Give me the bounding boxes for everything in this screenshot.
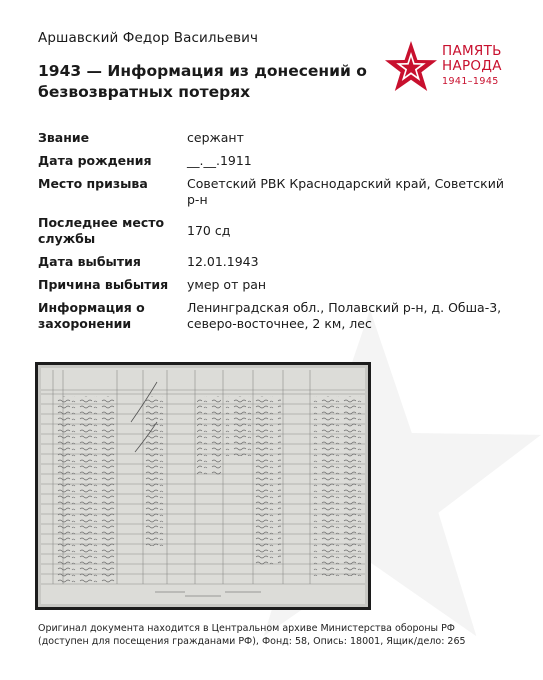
logo-line-2: НАРОДА: [442, 58, 502, 74]
field-drop-reason: [38, 277, 518, 293]
field-value: Советский РВК Краснодарский край, Советский р-н: [187, 176, 504, 207]
field-burial-info: [38, 300, 518, 332]
field-value: 12.01.1943: [187, 254, 259, 269]
field-label: Последнее место службы: [38, 215, 165, 246]
logo-line-1: ПАМЯТЬ: [442, 43, 502, 59]
info-fields: [38, 130, 518, 339]
field-value: Ленинградская обл., Полавский р-н, д. Обша-3, северо-восточнее, 2 км, лес: [187, 300, 502, 331]
field-label: Место призыва: [38, 176, 148, 191]
field-label: Причина выбытия: [38, 277, 169, 292]
page-title: 1943 — Информация из донесений о безвозвратных потерях: [38, 62, 367, 101]
field-label: Информация о захоронении: [38, 300, 145, 331]
logo-years: 1941–1945: [442, 76, 499, 87]
archive-document-scan[interactable]: [35, 362, 371, 610]
field-rank: [38, 130, 518, 146]
person-name: Аршавский Федор Васильевич: [38, 30, 259, 46]
field-draft-place: [38, 176, 518, 208]
field-value: 170 сд: [187, 223, 231, 238]
field-value: умер от ран: [187, 277, 267, 292]
field-label: Дата рождения: [38, 153, 152, 168]
archive-source-note: Оригинал документа находится в Центральном архиве Министерства обороны РФ (доступен для посещения гражданами РФ), Фонд: 58, Опись: 18001, Ящик/дело: 265: [38, 623, 466, 647]
field-birth-date: [38, 153, 518, 169]
field-last-unit: [38, 215, 518, 247]
field-label: Дата выбытия: [38, 254, 141, 269]
logo-text: [442, 44, 502, 89]
field-value: __.__.1911: [187, 153, 252, 168]
field-value: сержант: [187, 130, 244, 145]
red-star-icon: [384, 40, 438, 94]
field-drop-date: [38, 254, 518, 270]
field-label: Звание: [38, 130, 90, 145]
pamyat-naroda-logo[interactable]: [384, 40, 519, 94]
